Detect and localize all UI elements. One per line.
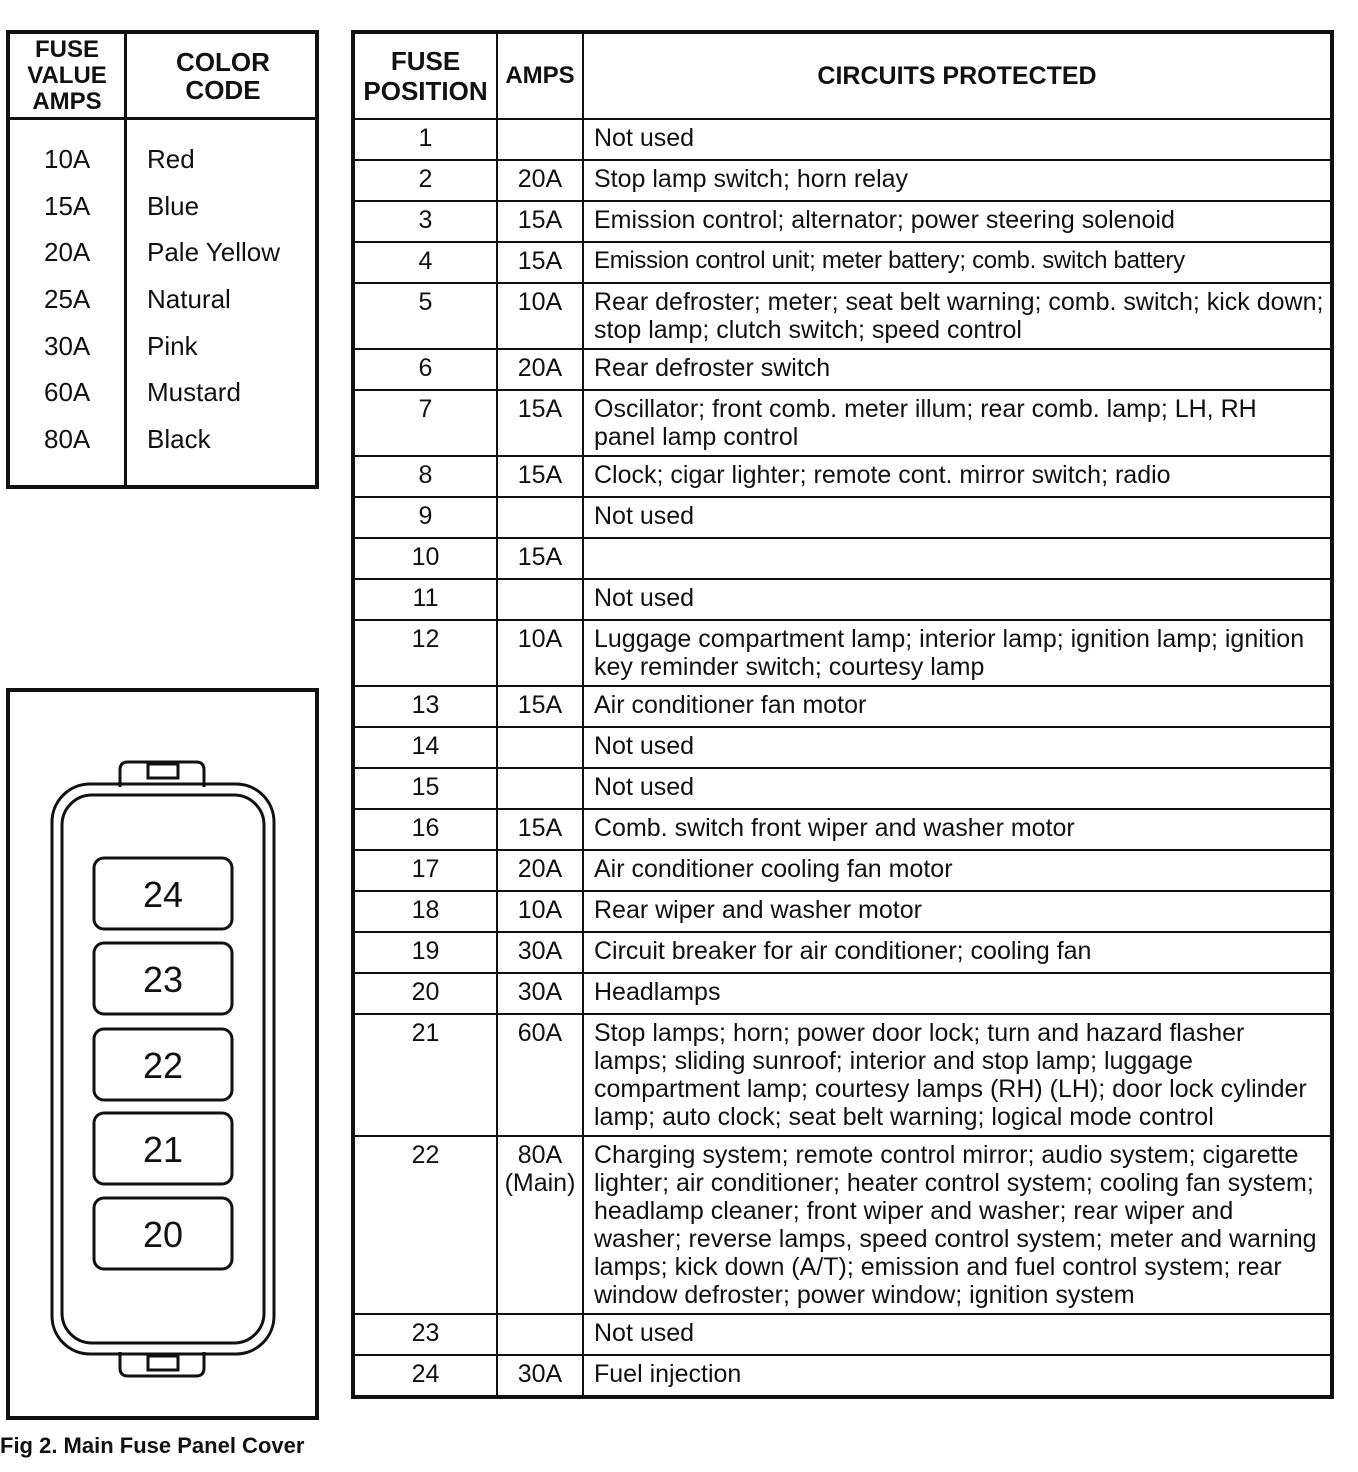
- fuse-color: Pink: [147, 330, 198, 361]
- circuits-protected: Rear defroster switch: [583, 349, 1332, 390]
- fuse-position: 1: [353, 119, 497, 160]
- circuits-protected: Clock; cigar lighter; remote cont. mirror switch; radio: [583, 456, 1332, 497]
- circuits-protected: Air conditioner cooling fan motor: [583, 850, 1332, 891]
- color-code-row: [10, 141, 315, 188]
- header-fuse-value-amps: FUSE VALUE AMPS: [27, 35, 107, 115]
- table-row: [353, 1355, 1332, 1397]
- fuse-amps: [497, 768, 583, 809]
- fuse-position: 19: [353, 932, 497, 973]
- table-row: [353, 768, 1332, 809]
- table-row: [353, 686, 1332, 727]
- fuse-panel-cover-drawing: [10, 692, 315, 1416]
- circuits-protected: Headlamps: [583, 973, 1332, 1014]
- header-color-code: COLOR CODE: [176, 46, 270, 105]
- bottom-tab-slot: [148, 1356, 178, 1370]
- table-row: [353, 579, 1332, 620]
- table-row: [353, 160, 1332, 201]
- fuse-amps: 30A: [497, 1355, 583, 1397]
- fuse-position: 5: [353, 283, 497, 349]
- circuits-protected: Oscillator; front comb. meter illum; rear comb. lamp; LH, RH panel lamp control: [583, 390, 1332, 456]
- color-code-row: [10, 234, 315, 281]
- fuse-position: 22: [353, 1136, 497, 1314]
- fuse-position: 20: [353, 973, 497, 1014]
- table-row: [353, 242, 1332, 283]
- color-code-row: [10, 188, 315, 235]
- header-amps: AMPS: [497, 32, 583, 119]
- fuse-position: 7: [353, 390, 497, 456]
- fuse-position: 14: [353, 727, 497, 768]
- table-row: [353, 973, 1332, 1014]
- fuse-amps: [497, 119, 583, 160]
- header-circuits-protected: CIRCUITS PROTECTED: [583, 32, 1332, 119]
- fuse-color: Natural: [147, 284, 231, 315]
- fuse-amps: 20A: [497, 349, 583, 390]
- fuse-color: Black: [147, 424, 211, 455]
- color-code-table: [6, 30, 319, 489]
- circuits-protected: Charging system; remote control mirror; audio system; cigarette lighter; air conditioner; heater control system; cooling fan system; headlamp cleaner; front wiper and washer; rear wiper and washer; reverse lamps, speed control system; meter and warning lamps; kick down (A/T); emission and fuel control system; rear window defroster; power window; ignition system: [583, 1136, 1332, 1314]
- table-row: [353, 932, 1332, 973]
- circuits-protected: Air conditioner fan motor: [583, 686, 1332, 727]
- circuits-protected: Not used: [583, 497, 1332, 538]
- fuse-color: Blue: [147, 190, 200, 221]
- fuse-position: 16: [353, 809, 497, 850]
- circuits-protected: Stop lamps; horn; power door lock; turn and hazard flasher lamps; sliding sunroof; interior and stop lamp; luggage compartment lamp; courtesy lamps (RH) (LH); door lock cylinder lamp; auto clock; seat belt warning; logical mode control: [583, 1014, 1332, 1136]
- table-row: [353, 727, 1332, 768]
- table-row: [353, 1014, 1332, 1136]
- fuse-amps: [497, 497, 583, 538]
- fuse-amps: [497, 579, 583, 620]
- fuse-value: 60A: [44, 377, 91, 408]
- circuits-protected: Not used: [583, 768, 1332, 809]
- fuse-position: 8: [353, 456, 497, 497]
- fuse-position: 24: [353, 1355, 497, 1397]
- circuits-protected: Not used: [583, 579, 1332, 620]
- fuse-position: 13: [353, 686, 497, 727]
- fuse-value: 30A: [44, 330, 91, 361]
- fuse-position: 12: [353, 620, 497, 686]
- fuse-color: Mustard: [147, 377, 241, 408]
- fuse-position: 11: [353, 579, 497, 620]
- fuse-amps: 80A (Main): [497, 1136, 583, 1314]
- table-row: [353, 283, 1332, 349]
- fuse-position: 3: [353, 201, 497, 242]
- circuits-protected: Stop lamp switch; horn relay: [583, 160, 1332, 201]
- circuits-protected: Rear defroster; meter; seat belt warning; comb. switch; kick down; stop lamp; clutch switch; speed control: [583, 283, 1332, 349]
- circuits-protected: Circuit breaker for air conditioner; cooling fan: [583, 932, 1332, 973]
- fuse-value: 15A: [44, 190, 91, 221]
- figure-caption: Fig 2. Main Fuse Panel Cover: [0, 1433, 305, 1458]
- fuse-value: 25A: [44, 284, 91, 315]
- color-code-row: [10, 328, 315, 375]
- fuse-amps: 60A: [497, 1014, 583, 1136]
- fuse-amps: 15A: [497, 390, 583, 456]
- fuse-amps: 15A: [497, 686, 583, 727]
- circuits-header-row: [353, 32, 1332, 119]
- fuse-amps: 10A: [497, 620, 583, 686]
- circuits-protected: Rear wiper and washer motor: [583, 891, 1332, 932]
- fuse-position: 4: [353, 242, 497, 283]
- fuse-amps: 20A: [497, 160, 583, 201]
- fuse-amps: 15A: [497, 456, 583, 497]
- fuse-amps: 30A: [497, 973, 583, 1014]
- table-row: [353, 620, 1332, 686]
- fuse-position: 17: [353, 850, 497, 891]
- fuse-panel-figure: [6, 688, 319, 1420]
- fuse-position: 23: [353, 1314, 497, 1355]
- circuits-protected: [583, 538, 1332, 579]
- fuse-amps: 10A: [497, 891, 583, 932]
- table-row: [353, 850, 1332, 891]
- fuse-position: 18: [353, 891, 497, 932]
- table-row: [353, 891, 1332, 932]
- circuits-protected: Not used: [583, 1314, 1332, 1355]
- fuse-value: 80A: [44, 424, 91, 455]
- fuse-slot-label: 23: [142, 959, 184, 1000]
- fuse-color: Red: [147, 144, 195, 174]
- table-row: [353, 1136, 1332, 1314]
- fuse-slot-label: 24: [142, 874, 184, 915]
- circuits-protected: Emission control unit; meter battery; comb. switch battery: [583, 242, 1332, 283]
- circuits-protected: Comb. switch front wiper and washer motor: [583, 809, 1332, 850]
- table-row: [353, 349, 1332, 390]
- fuse-position: 10: [353, 538, 497, 579]
- fuse-amps: [497, 1314, 583, 1355]
- circuits-protected: Luggage compartment lamp; interior lamp; ignition lamp; ignition key reminder switch; courtesy lamp: [583, 620, 1332, 686]
- circuits-protected: Fuel injection: [583, 1355, 1332, 1397]
- fuse-position: 9: [353, 497, 497, 538]
- color-code-row: [10, 421, 315, 468]
- fuse-position: 2: [353, 160, 497, 201]
- fuse-amps: 10A: [497, 283, 583, 349]
- fuse-amps: 20A: [497, 850, 583, 891]
- table-row: [353, 1314, 1332, 1355]
- table-row: [353, 456, 1332, 497]
- color-code-row: [10, 281, 315, 328]
- fuse-slot-label: 20: [142, 1214, 184, 1255]
- color-code-row: [10, 374, 315, 421]
- circuits-protected: Not used: [583, 727, 1332, 768]
- table-row: [353, 390, 1332, 456]
- table-row: [353, 201, 1332, 242]
- fuse-position: 15: [353, 768, 497, 809]
- circuits-table: [351, 30, 1334, 1399]
- fuse-amps: 15A: [497, 809, 583, 850]
- fuse-value: 10A: [44, 144, 91, 174]
- fuse-slot-label: 22: [142, 1045, 184, 1086]
- table-row: [353, 119, 1332, 160]
- header-fuse-position: FUSE POSITION: [353, 32, 497, 119]
- fuse-amps: 30A: [497, 932, 583, 973]
- top-tab-slot: [148, 764, 178, 778]
- table-row: [353, 497, 1332, 538]
- table-row: [353, 809, 1332, 850]
- fuse-slot-label: 21: [142, 1129, 184, 1170]
- circuits-protected: Not used: [583, 119, 1332, 160]
- fuse-amps: 15A: [497, 242, 583, 283]
- fuse-amps: 15A: [497, 201, 583, 242]
- fuse-position: 21: [353, 1014, 497, 1136]
- fuse-amps: [497, 727, 583, 768]
- fuse-amps: 15A: [497, 538, 583, 579]
- fuse-value: 20A: [44, 237, 91, 268]
- circuits-protected: Emission control; alternator; power steering solenoid: [583, 201, 1332, 242]
- table-row: [353, 538, 1332, 579]
- fuse-color: Pale Yellow: [147, 237, 280, 268]
- fuse-position: 6: [353, 349, 497, 390]
